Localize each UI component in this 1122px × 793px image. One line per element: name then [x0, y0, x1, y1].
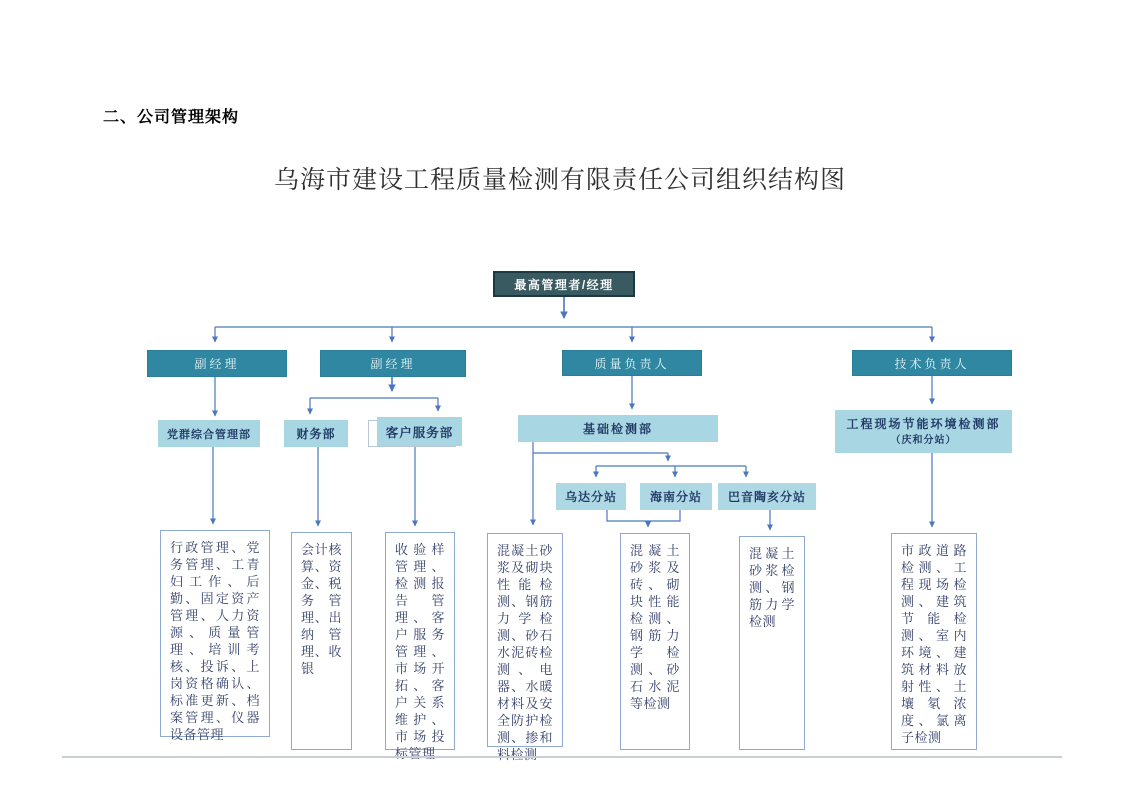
org-node-basic-testing-dept: 基础检测部: [518, 415, 718, 442]
env-dept-sublabel: （庆和分站）: [890, 435, 957, 446]
org-node-deputy-manager-1: 副经理: [147, 350, 287, 377]
duty-box-party-admin: 行政管理、党务管理、工青妇工作、后勤、固定资产管理、人力资源、质量管理、培训考核、投诉、上岗资格确认、标准更新、档案管理、仪器设备管理: [160, 530, 270, 737]
org-node-finance-dept: 财务部: [284, 420, 348, 447]
env-dept-label: 工程现场节能环境检测部: [846, 417, 1001, 431]
org-node-customer-service-dept: 客户服务部: [377, 417, 462, 446]
org-node-wuda-station: 乌达分站: [556, 483, 626, 510]
duty-box-basic-testing: 混凝土砂浆及砌块性能检测、钢筋力学检测、砂石水泥砖检测、电器、水暖材料及安全防护检测、掺和料检测: [487, 533, 563, 747]
chart-title: 乌海市建设工程质量检测有限责任公司组织结构图: [273, 167, 846, 194]
duty-box-finance: 会计核算、资金、税务管理、出纳管理、收银: [291, 532, 352, 750]
section-heading: 二、公司管理架构: [103, 109, 240, 126]
org-node-env-testing-dept: [835, 410, 1012, 453]
org-node-quality-manager: 质量负责人: [562, 350, 702, 376]
duty-box-wuda-hainan: 混凝土砂浆及砖、砌块性能检测、钢筋力学检测、砂石水泥等检测: [620, 533, 690, 750]
duty-box-bayintaohai: 混凝土砂浆检测、钢筋力学检测: [739, 536, 805, 750]
org-node-party-admin-dept: 党群综合管理部: [158, 420, 260, 447]
org-node-bayintaohai-station: 巴音陶亥分站: [718, 483, 816, 510]
org-node-technical-manager: 技术负责人: [852, 350, 1012, 376]
org-node-hainan-station: 海南分站: [640, 483, 712, 510]
duty-box-env-testing: 市政道路检测、工程现场检测、建筑节能检测、室内环境、建筑材料放射性、土壤氡浓度、氯离子检测: [891, 533, 977, 750]
org-node-top-manager: 最高管理者/经理: [493, 271, 635, 297]
duty-box-customer-service: 收验样管理、检测报告管理、客户服务管理、市场开拓、客户关系维护、市场投标管理: [385, 532, 455, 750]
org-node-deputy-manager-2: 副经理: [320, 350, 466, 377]
page-bottom-divider: [62, 756, 1062, 758]
